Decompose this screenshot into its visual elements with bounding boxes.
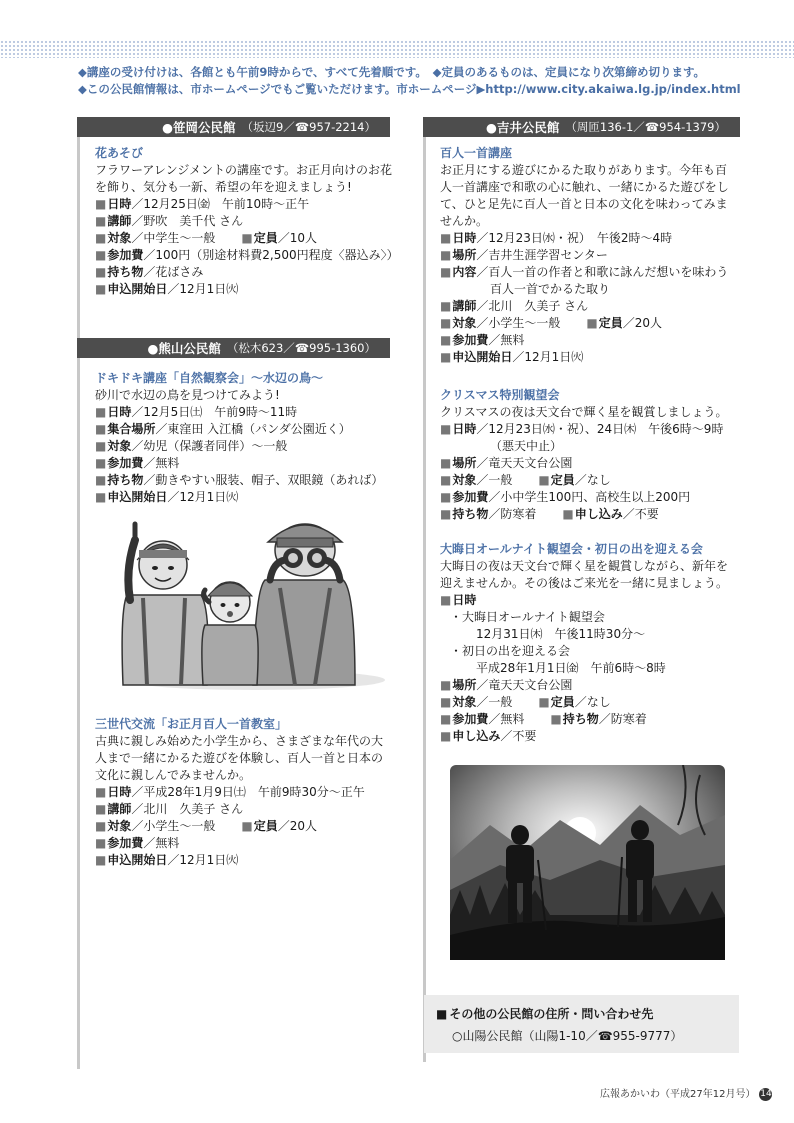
fee-row: [95, 455, 383, 472]
kumayama-header: [77, 338, 390, 358]
value: ／無料: [143, 836, 180, 850]
target-row: [95, 818, 383, 835]
label: ■ 日時: [440, 422, 476, 436]
value: ／百人一首の作者と和歌に詠んだ想いを味わう: [476, 265, 729, 279]
label: ■ 日時: [95, 197, 131, 211]
label: ■ 持ち物: [440, 507, 488, 521]
value: ／竜天天文台公園: [476, 678, 573, 692]
value: ／花ばさみ: [143, 265, 204, 279]
sub-event-2-date: 平成28年1月1日㈮ 午前6時～8時: [476, 661, 666, 675]
label: ■ 日時: [95, 405, 131, 419]
label: ■ 場所: [440, 456, 476, 470]
label: ■ 対象: [440, 473, 476, 487]
label: ■ 参加費: [95, 248, 143, 262]
content-row-2: 百人一首でかるた取り: [490, 282, 611, 296]
other-centers-heading: ■ その他の公民館の住所・問い合わせ先: [436, 1005, 653, 1022]
value: ／12月1日㈫: [167, 282, 239, 296]
sasaoka-address: （坂辺9／☎957-2214）: [241, 120, 376, 134]
value: ／なし: [574, 695, 611, 709]
desc-line: 古典に親しみ始めた小学生から、さまざまな年代の大: [95, 734, 384, 748]
desc-line: 大晦日の夜は天文台で輝く星を観賞しながら、新年を: [440, 559, 729, 573]
sanyo-center-line: ○山陽公民館（山陽1-10／☎955-9777）: [452, 1029, 683, 1043]
label: ■ 申込開始日: [95, 490, 167, 504]
value: ／小学生～一般: [476, 316, 561, 330]
notice-line-1: ◆講座の受け付けは、各館とも午前9時からで、すべて先着順です。 ◆定員のあるものは、定員になり次第締め切ります。: [78, 65, 706, 79]
sasaoka-header: [77, 117, 390, 137]
desc-line: 人まで一緒にかるた遊びを体験し、百人一首と日本の: [95, 751, 384, 765]
label: ■ 集合場所: [95, 422, 155, 436]
value: ／12月1日㈫: [512, 350, 584, 364]
target-row: [95, 438, 383, 455]
apply-row: [95, 852, 383, 869]
page-footer: [600, 1085, 772, 1101]
label: ■ 申し込み: [562, 507, 622, 521]
value: ／一般: [476, 473, 513, 487]
date-row: [95, 196, 399, 213]
fee-row: [440, 332, 729, 349]
value: ／小中学生100円、高校生以上200円: [488, 490, 691, 504]
sasaoka-event: [95, 145, 399, 298]
label: ■ 申込開始日: [95, 853, 167, 867]
label: ■ 対象: [95, 231, 131, 245]
value: ／小学生～一般: [131, 819, 216, 833]
date-row-2: （悪天中止）: [490, 439, 563, 453]
fee-row: [440, 489, 728, 506]
desc-line: フラワーアレンジメントの講座です。お正月向けのお花: [95, 163, 393, 177]
date-row: [95, 784, 383, 801]
page-number: 14: [760, 1088, 772, 1099]
label: ■ 場所: [440, 678, 476, 692]
desc-line: 砂川で水辺の鳥を見つけてみよう!: [95, 388, 280, 402]
label: ■ 持ち物: [550, 712, 598, 726]
target-row: [95, 230, 399, 247]
label: ■ 定員: [586, 316, 622, 330]
label: ■ 対象: [440, 316, 476, 330]
label: ■ 定員: [538, 473, 574, 487]
label: ■ 参加費: [95, 456, 143, 470]
value: ／幼児（保護者同伴）～一般: [131, 439, 288, 453]
sunrise-hikers-illustration: [450, 765, 725, 960]
kumayama-address: （松木623／☎995-1360）: [226, 341, 376, 355]
date-row: [440, 592, 728, 609]
value: ／なし: [574, 473, 611, 487]
value: ／一般: [476, 695, 513, 709]
label: ■ 対象: [95, 819, 131, 833]
value: ／12月25日㈮ 午前10時～正午: [131, 197, 310, 211]
place-row: [440, 455, 728, 472]
value: ／不要: [500, 729, 537, 743]
value: ／12月23日㈬・祝）、24日㈭ 午後6時～9時: [476, 422, 724, 436]
yoshii-address: （周匝136-1／☎954-1379）: [565, 120, 726, 134]
label: ■ 持ち物: [95, 265, 143, 279]
label: ■ 申込開始日: [440, 350, 512, 364]
value: ／20人: [622, 316, 663, 330]
yoshii-header: [423, 117, 740, 137]
notice-line-2: ◆この公民館情報は、市ホームページでもご覧いただけます。市ホームページ▶http://www.city.akaiwa.lg.jp/index.html: [78, 82, 741, 96]
content-row: [440, 264, 729, 281]
target-row: [440, 472, 728, 489]
kumayama-event-1: [95, 370, 383, 506]
desc-line: 人一首講座で和歌の心に触れ、一緒にかるた遊びをし: [440, 180, 729, 194]
place-row: [440, 247, 729, 264]
value: ／12月5日㈯ 午前9時～11時: [131, 405, 298, 419]
label: ■ 日時: [440, 231, 476, 245]
value: ／平成28年1月9日㈯ 午前9時30分～正午: [131, 785, 365, 799]
apply-row: [95, 489, 383, 506]
teacher-row: [440, 298, 729, 315]
bring-row: [95, 264, 399, 281]
value: ／20人: [277, 819, 318, 833]
value: ／10人: [277, 231, 318, 245]
yoshii-event-2: [440, 387, 728, 523]
sasaoka-event-title: 花あそび: [95, 146, 144, 160]
sub-event-1: ・大晦日オールナイト観望会: [450, 610, 605, 624]
label: ■ 講師: [95, 214, 131, 228]
family-birdwatching-illustration: [105, 510, 390, 690]
kumayama-event-1-title: ドキドキ講座「自然観察会」～水辺の鳥～: [95, 371, 324, 385]
yoshii-event-1-title: 百人一首講座: [440, 146, 513, 160]
yoshii-event-2-title: クリスマス特別観望会: [440, 388, 560, 402]
kumayama-event-2: [95, 716, 383, 869]
label: ■ 申込開始日: [95, 282, 167, 296]
desc-line: せんか。: [440, 214, 489, 228]
label: ■ 定員: [241, 231, 277, 245]
label: ■ 日時: [95, 785, 131, 799]
sasaoka-name: ●笹岡公民館: [162, 120, 236, 135]
value: ／防寒着: [598, 712, 647, 726]
other-community-centers-box: [424, 995, 739, 1053]
label: ■ 講師: [440, 299, 476, 313]
value: ／東窪田 入江橋（パンダ公園近く）: [155, 422, 351, 436]
label: ■ 日時: [440, 593, 476, 607]
place-row: [95, 421, 383, 438]
value: ／無料: [143, 456, 180, 470]
yoshii-event-3-title: 大晦日オールナイト観望会・初日の出を迎える会: [440, 542, 703, 556]
bring-row: [440, 506, 728, 523]
label: ■ 対象: [95, 439, 131, 453]
sub-event-2: ・初日の出を迎える会: [450, 644, 571, 658]
date-row: [440, 421, 728, 438]
label: ■ 場所: [440, 248, 476, 262]
sub-event-1-date: 12月31日㈭ 午後11時30分～: [476, 627, 646, 641]
yoshii-event-3: [440, 541, 728, 745]
label: ■ 参加費: [440, 333, 488, 347]
desc-line: お正月にする遊びにかるた取りがあります。今年も百: [440, 163, 728, 177]
date-row: [95, 404, 383, 421]
label: ■ 参加費: [440, 712, 488, 726]
left-column-rule: [77, 117, 80, 1069]
value: ／不要: [622, 507, 659, 521]
label: ■ 対象: [440, 695, 476, 709]
date-row: [440, 230, 729, 247]
target-row: [440, 315, 729, 332]
publication-name: 広報あかいわ（平成27年12月号）: [600, 1089, 756, 1100]
kumayama-event-2-title: 三世代交流「お正月百人一首教室」: [95, 717, 288, 731]
value: ／野吹 美千代 さん: [131, 214, 244, 228]
apply-row: [440, 728, 728, 745]
label: ■ 内容: [440, 265, 476, 279]
label: ■ 持ち物: [95, 473, 143, 487]
fee-row: [95, 247, 399, 264]
target-row: [440, 694, 728, 711]
value: ／竜天天文台公園: [476, 456, 573, 470]
teacher-row: [95, 801, 383, 818]
label: ■ 申し込み: [440, 729, 500, 743]
place-row: [440, 677, 728, 694]
value: ／無料: [488, 333, 525, 347]
value: ／12月1日㈫: [167, 490, 239, 504]
top-dotted-band: [0, 40, 794, 58]
bring-row: [95, 472, 383, 489]
value: ／100円（別途材料費2,500円程度〈器込み〉）: [143, 248, 399, 262]
desc-line: 文化に親しんでみませんか。: [95, 768, 252, 782]
label: ■ 定員: [538, 695, 574, 709]
value: ／北川 久美子 さん: [476, 299, 589, 313]
yoshii-name: ●吉井公民館: [485, 120, 560, 135]
value: ／12月23日㈬・祝） 午後2時～4時: [476, 231, 673, 245]
kumayama-name: ●熊山公民館: [147, 341, 221, 356]
label: ■ 定員: [241, 819, 277, 833]
label: ■ 参加費: [440, 490, 488, 504]
value: ／吉井生涯学習センター: [476, 248, 608, 262]
teacher-row: [95, 213, 399, 230]
value: ／北川 久美子 さん: [131, 802, 244, 816]
label: ■ 参加費: [95, 836, 143, 850]
value: ／中学生～一般: [131, 231, 216, 245]
right-column-rule: [423, 117, 426, 1062]
value: ／防寒着: [488, 507, 537, 521]
fee-row: [95, 835, 383, 852]
fee-row: [440, 711, 728, 728]
value: ／動きやすい服装、帽子、双眼鏡（あれば）: [143, 473, 384, 487]
apply-row: [440, 349, 729, 366]
value: ／12月1日㈫: [167, 853, 239, 867]
desc-line: を飾り、気分も一新、希望の年を迎えましょう!: [95, 180, 352, 194]
desc-line: クリスマスの夜は天文台で輝く星を観賞しましょう。: [440, 405, 728, 419]
apply-row: [95, 281, 399, 298]
label: ■ 講師: [95, 802, 131, 816]
yoshii-event-1: [440, 145, 729, 366]
desc-line: 迎えませんか。その後はご来光を一緒に見ましょう。: [440, 576, 729, 590]
desc-line: て、ひと足先に百人一首と日本の文化を味わってみま: [440, 197, 728, 211]
value: ／無料: [488, 712, 525, 726]
